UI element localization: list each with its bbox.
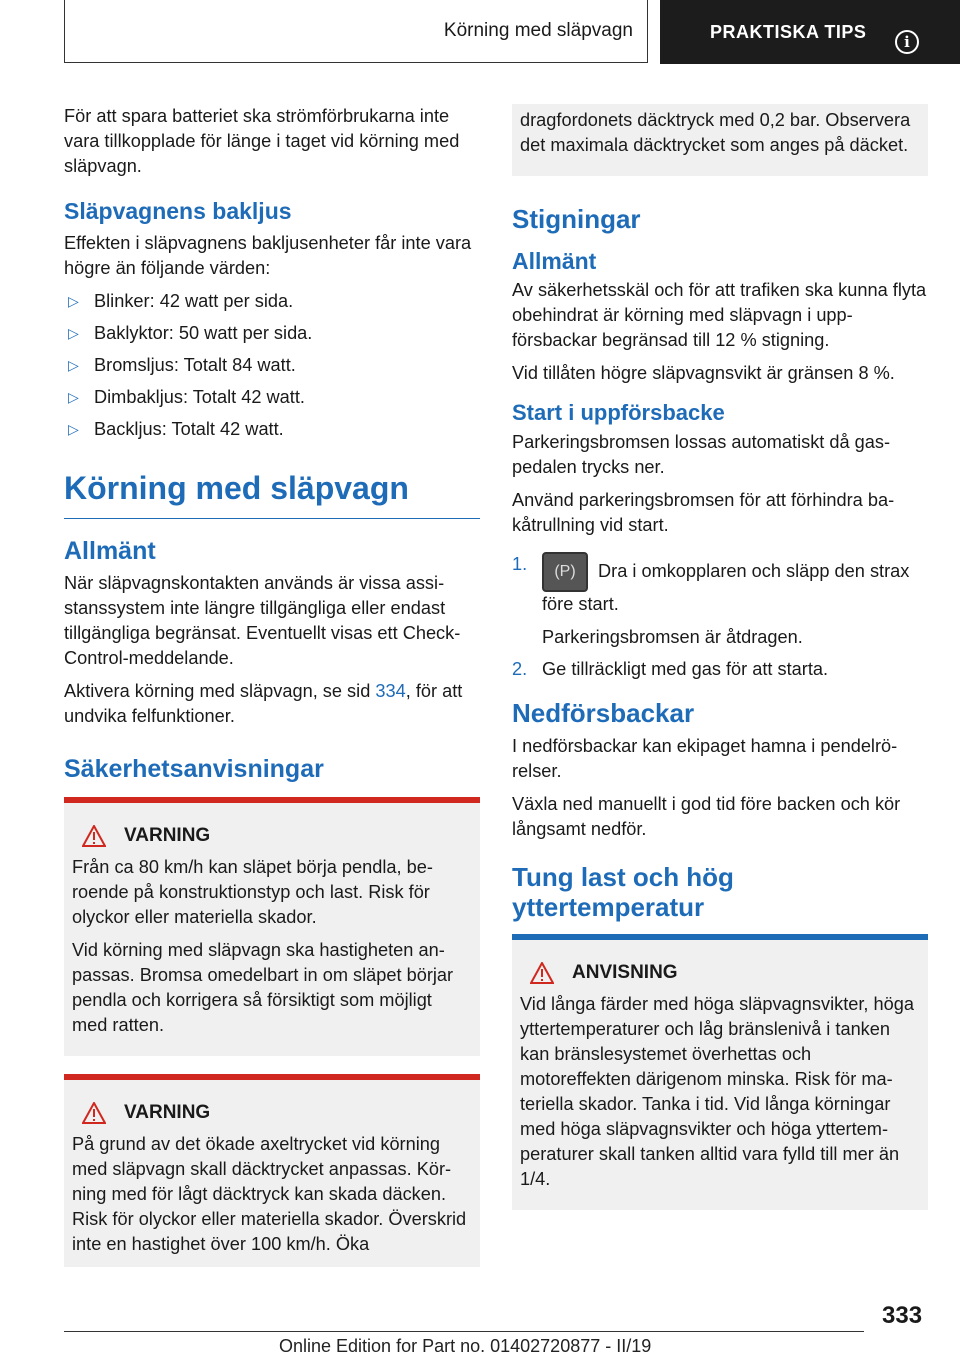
continued-text: dragfordonets däcktryck med 0,2 bar. Observera det maximala däcktrycket som anges på däcket.	[520, 110, 911, 155]
intro-text: För att spara batteriet ska strömförbrukarna inte vara tillkopplade för länge i taget vid körning med släpvagn.	[64, 106, 460, 176]
left-column	[64, 104, 480, 1267]
start-text: Använd parkeringsbromsen för att förhindra bakåtrullning vid start.	[512, 490, 895, 535]
right-column	[512, 104, 928, 1210]
triangle-bullet-icon: ▷	[68, 357, 79, 373]
activate-text: Aktivera körning med släpvagn, se sid 334, för att undvika felfunktioner.	[64, 681, 463, 726]
warning-triangle-icon	[82, 825, 106, 847]
header-section	[64, 0, 648, 63]
footer-edition: Online Edition for Part no. 01402720877 - II/19	[279, 1336, 652, 1356]
list-item: ▷ Dimbakljus: Totalt 42 watt.	[64, 385, 480, 410]
triangle-bullet-icon: ▷	[68, 293, 79, 309]
triangle-bullet-icon: ▷	[68, 325, 79, 341]
footer-divider	[64, 1331, 864, 1332]
warning-title: VARNING	[72, 825, 472, 847]
warning-box	[64, 1074, 480, 1267]
continued-warning	[512, 104, 928, 176]
grade-text: Vid tillåten högre släpvagnsvikt är gränsen 8 %.	[512, 363, 895, 383]
notice-title: ANVISNING	[520, 962, 920, 984]
list-item: 2. Ge tillräckligt med gas för att starta.	[512, 659, 829, 679]
notice-text: Vid långa färder med höga släpvagnsvikter, höga yttertemperaturer och låg bränslenivå i tanken kan bränslesystemet överhettas och motoreffekten därigenom minska. Risk för materiella skador. Tanka i tid. Vid långa körningar med höga släpvagnsvikter och höga yttertemperaturer skall tanken alltid vara fylld till mer än 1/4.	[520, 994, 914, 1189]
list-item: ▷ Blinker: 42 watt per sida.	[64, 289, 480, 314]
list-item: ▷ Backljus: Totalt 42 watt.	[64, 417, 480, 442]
section-title: Körning med släpvagn	[443, 20, 633, 41]
list-item: 1. (P) Dra i omkopplaren och släpp den strax före start. Parkeringsbromsen är åtdragen.	[512, 552, 928, 650]
page-link[interactable]: 334	[375, 681, 406, 701]
warning-text: Från ca 80 km/h kan släpet börja pendla, beroende på konstruktionstyp och last. Risk för olyckor eller materiella skador.	[72, 857, 433, 927]
header-chapter	[660, 0, 960, 64]
list-item: ▷ Bromsljus: Totalt 84 watt.	[64, 353, 480, 378]
tail-heading: Släpvagnens bakljus	[64, 198, 292, 224]
bulb-list	[64, 289, 480, 442]
list-item: ▷ Baklyktor: 50 watt per sida.	[64, 321, 480, 346]
triangle-bullet-icon: ▷	[68, 389, 79, 405]
warning-text: På grund av det ökade axeltrycket vid körning med släpvagn skall däcktrycket anpassas. Körning med för lågt däcktryck kan skada däcken. Risk för olyckor eller materiella skador. Överskrid inte en hastighet över 100 km/h. Öka	[72, 1134, 467, 1254]
grade-general-heading: Allmänt	[512, 248, 597, 274]
downhill-text: I nedförsbackar kan ekipaget hamna i pendelrörelser.	[512, 736, 898, 781]
warning-triangle-icon	[82, 1102, 106, 1124]
start-text: Parkeringsbromsen lossas automatiskt då gaspedalen trycks ner.	[512, 432, 891, 477]
safety-heading: Säkerhetsanvisningar	[64, 755, 324, 783]
downhill-text: Växla ned manuellt i god tid före backen och kör långsamt nedför.	[512, 794, 901, 839]
general-heading: Allmänt	[64, 537, 156, 565]
warning-box	[64, 797, 480, 1056]
heavy-load-heading: Tung last och hög yttertemperatur	[512, 862, 734, 922]
grade-text: Av säkerhetsskäl och för att trafiken ska kunna flyta obehindrat är körning med släpvagn i uppförsbackar begränsad till 12 % stigning.	[512, 280, 927, 350]
warning-triangle-icon	[530, 962, 554, 984]
general-text: När släpvagnskontakten används är vissa assistanssystem inte längre tillgängliga eller endast tillgängliga begränsat. Eventuellt visas ett Check-Control-meddelande.	[64, 573, 461, 668]
start-heading: Start i uppförsbacke	[512, 400, 725, 425]
steps-list	[512, 552, 928, 682]
step-sub-text: Parkeringsbromsen är åtdragen.	[542, 627, 803, 647]
warning-title: VARNING	[72, 1102, 472, 1124]
downhill-heading: Nedförsbackar	[512, 698, 695, 728]
page-number: 333	[882, 1302, 923, 1329]
warning-text: Vid körning med släpvagn ska hastigheten anpassas. Bromsa omedelbart in om släpet börjar pendla och korrigera så försiktigt som möjligt med ratten.	[72, 940, 454, 1035]
triangle-bullet-icon: ▷	[68, 421, 79, 437]
notice-box	[512, 934, 928, 1210]
grade-heading: Stigningar	[512, 204, 641, 234]
main-heading: Körning med släpvagn	[64, 470, 480, 519]
parking-brake-icon: (P)	[542, 552, 588, 592]
tail-text: Effekten i släpvagnens bakljusenheter får inte vara högre än följande värden:	[64, 233, 472, 278]
chapter-title: PRAKTISKA TIPS	[710, 21, 867, 42]
info-icon: i	[895, 30, 919, 54]
